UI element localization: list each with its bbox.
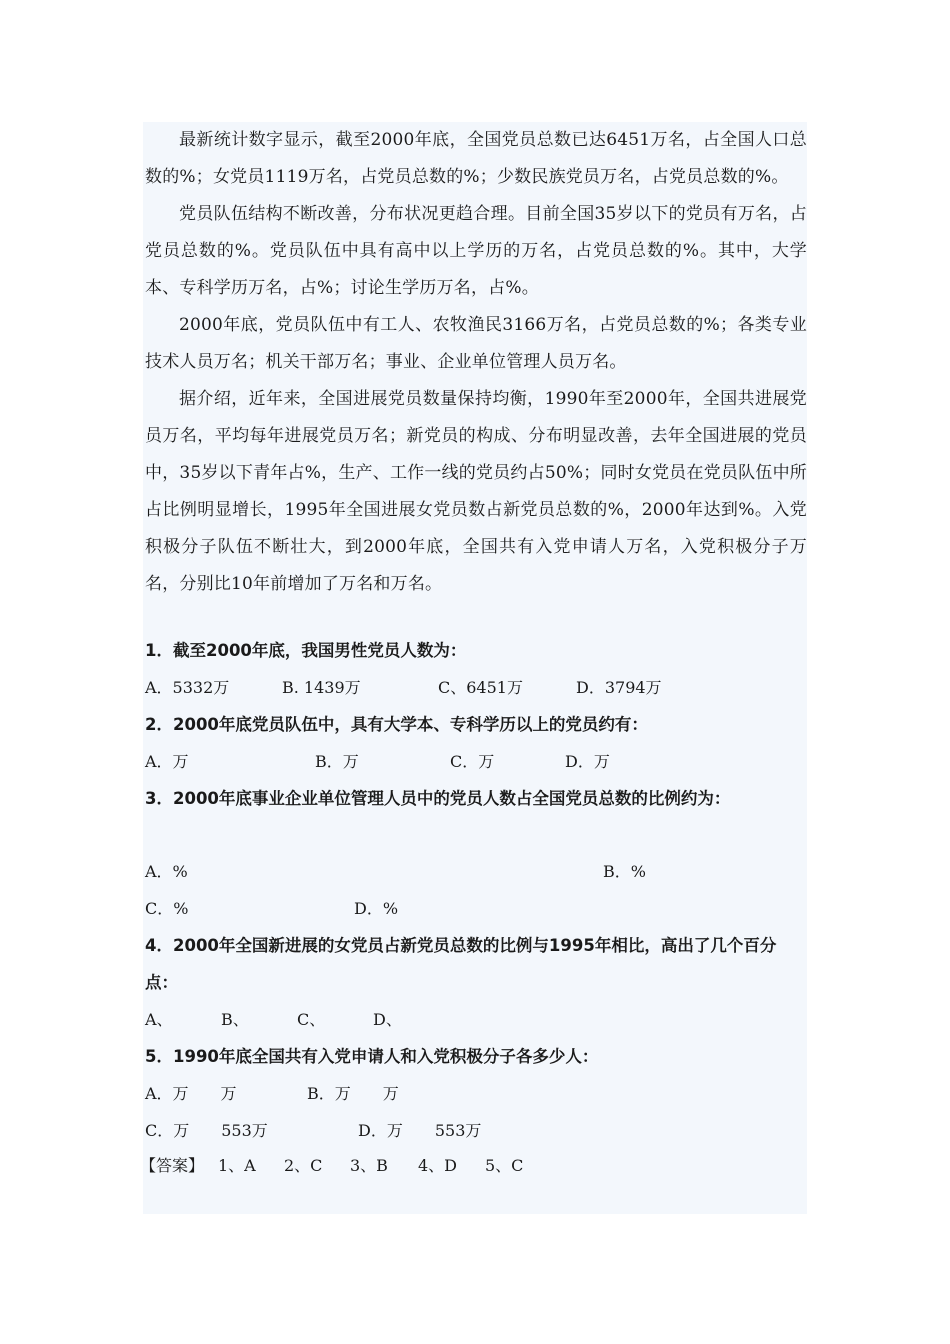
question-1-options (145, 669, 807, 706)
option-b: B. 1439万 (282, 678, 361, 697)
answer-item-3: 3、B (350, 1156, 388, 1175)
answer-line (140, 1149, 802, 1183)
option-d: D．3794万 (576, 678, 662, 697)
passage-paragraph-2: 党员队伍结构不断改善，分布状况更趋合理。目前全国35岁以下的党员有万名，占党员总数的%。党员队伍中具有高中以上学历的万名，占党员总数的%。其中，大学本、专科学历万名，占%；讨论生学历万名，占%。 (145, 204, 807, 298)
option-d: D．万 (565, 752, 610, 771)
option-b: B．% (603, 862, 646, 881)
option-c: C、 (297, 1010, 326, 1029)
option-a: A．万 万 (145, 1084, 237, 1103)
option-a: A．万 (145, 752, 189, 771)
option-d: D．% (354, 899, 399, 918)
spacer (145, 603, 807, 632)
option-d: D、 (373, 1010, 402, 1029)
option-a: A．% (145, 862, 188, 881)
option-b: B、 (221, 1010, 249, 1029)
option-c: C．万 553万 (145, 1121, 268, 1140)
answer-item-5: 5、C (485, 1156, 524, 1175)
question-4: 4．2000年全国新进展的女党员占新党员总数的比例与1995年相比，高出了几个百分点： (145, 936, 777, 992)
option-c: C．% (145, 899, 189, 918)
question-3-options-row-1 (145, 853, 807, 890)
option-c: C．万 (450, 752, 495, 771)
document-body (140, 122, 807, 1183)
answer-label: 【答案】 (140, 1156, 205, 1175)
question-3: 3．2000年底事业企业单位管理人员中的党员人数占全国党员总数的比例约为： (145, 789, 731, 808)
spacer (145, 817, 807, 853)
answer-item-4: 4、D (418, 1156, 458, 1175)
passage-paragraph-1: 最新统计数字显示，截至2000年底，全国党员总数已达6451万名，占全国人口总数的%；女党员1119万名，占党员总数的%；少数民族党员万名，占党员总数的%。 (145, 130, 807, 187)
option-d: D．万 553万 (358, 1121, 482, 1140)
passage-paragraph-4: 据介绍，近年来，全国进展党员数量保持均衡，1990年至2000年，全国共进展党员万名，平均每年进展党员万名；新党员的构成、分布明显改善，去年全国进展的党员中，35岁以下青年占%，生产、工作一线的党员约占50%；同时女党员在党员队伍中所占比例明显增长，1995年全国进展女党员数占新党员总数的%，2000年达到%。入党积极分子队伍不断壮大，到2000年底，全国共有入党申请人万名，入党积极分子万名，分别比10年前增加了万名和万名。 (145, 389, 807, 594)
option-a: A．5332万 (145, 678, 230, 697)
question-5: 5．1990年底全国共有入党申请人和入党积极分子各多少人： (145, 1047, 599, 1066)
option-b: B．万 (315, 752, 359, 771)
question-1: 1．截至2000年底，我国男性党员人数为： (145, 641, 467, 660)
question-2: 2．2000年底党员队伍中，具有大学本、专科学历以上的党员约有： (145, 715, 648, 734)
question-2-options (145, 743, 807, 780)
option-c: C、6451万 (438, 678, 523, 697)
question-4-options (145, 1001, 807, 1038)
passage-paragraph-3: 2000年底，党员队伍中有工人、农牧渔民3166万名，占党员总数的%；各类专业技术人员万名；机关干部万名；事业、企业单位管理人员万名。 (145, 315, 807, 372)
option-b: B．万 万 (307, 1084, 399, 1103)
answer-item-2: 2、C (284, 1156, 323, 1175)
question-5-options-row-1 (145, 1075, 807, 1112)
option-a: A、 (145, 1010, 173, 1029)
answer-item-1: 1、A (218, 1156, 256, 1175)
question-3-options-row-2 (145, 890, 807, 927)
question-5-options-row-2 (145, 1112, 807, 1149)
